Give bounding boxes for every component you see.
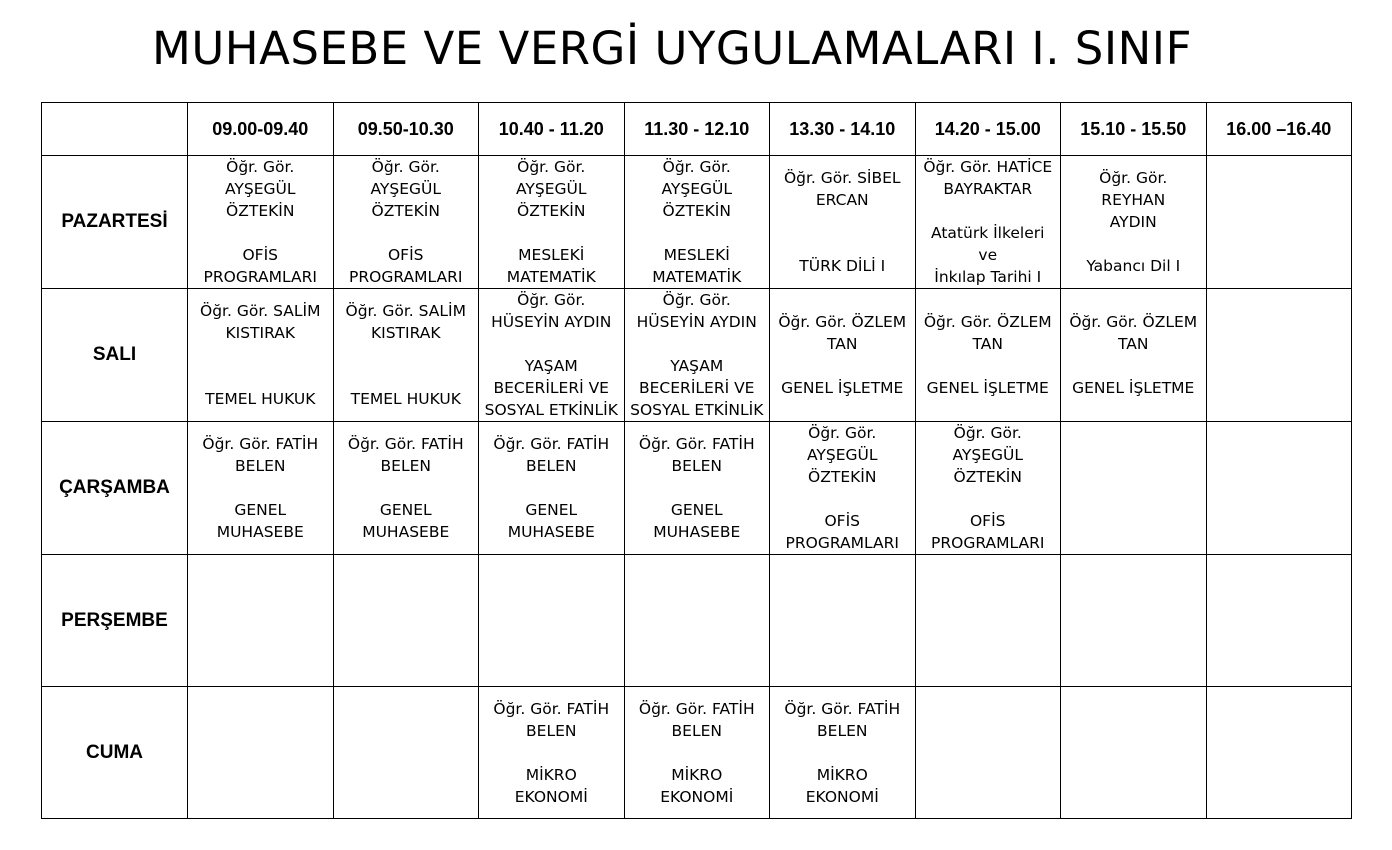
- cell-content: [1061, 311, 1206, 399]
- cell-content: [625, 156, 770, 288]
- schedule-cell: [188, 422, 334, 555]
- cell-line: PROGRAMLARI: [203, 268, 317, 286]
- schedule-cell: [188, 555, 334, 687]
- cell-content: [625, 289, 770, 421]
- cell-line: Öğr. Gör. FATİH: [202, 435, 319, 453]
- cell-line: MUHASEBE: [507, 523, 595, 541]
- cell-content: [479, 698, 624, 808]
- cell-line: AYŞEGÜL: [952, 446, 1023, 464]
- cell-line: Öğr. Gör. FATİH: [638, 435, 755, 453]
- cell-line: PROGRAMLARI: [931, 534, 1045, 552]
- cell-line: Öğr. Gör.: [808, 424, 877, 442]
- schedule-cell: [479, 422, 625, 555]
- cell-line: BELEN: [526, 457, 577, 475]
- day-label: SALI: [42, 289, 188, 422]
- cell-line: AYŞEGÜL: [807, 446, 878, 464]
- header-row: [42, 103, 1352, 156]
- schedule-cell: [188, 687, 334, 819]
- schedule-table: [41, 102, 1352, 819]
- day-row: [42, 687, 1352, 819]
- schedule-cell: [915, 687, 1061, 819]
- cell-line: Öğr. Gör. ÖZLEM: [1069, 313, 1198, 331]
- schedule-cell: [624, 687, 770, 819]
- cell-line: Öğr. Gör. SALİM: [345, 302, 466, 320]
- page-title: MUHASEBE VE VERGİ UYGULAMALARI I. SINIF: [152, 22, 1192, 75]
- cell-content: [770, 422, 915, 554]
- day-row: [42, 289, 1352, 422]
- cell-line: ÖZTEKİN: [371, 202, 440, 220]
- schedule-cell: [624, 156, 770, 289]
- cell-line: Öğr. Gör. ÖZLEM: [923, 313, 1052, 331]
- cell-content: [334, 300, 479, 410]
- cell-line: YAŞAM: [524, 357, 578, 375]
- slot-header: 10.40 - 11.20: [479, 103, 625, 156]
- cell-line: PROGRAMLARI: [785, 534, 899, 552]
- cell-line: BECERİLERİ VE: [639, 379, 755, 397]
- cell-content: [625, 698, 770, 808]
- cell-content: [625, 433, 770, 543]
- cell-line: AYŞEGÜL: [225, 180, 296, 198]
- cell-line: PROGRAMLARI: [349, 268, 463, 286]
- schedule-cell: [1061, 687, 1207, 819]
- cell-content: [334, 156, 479, 288]
- cell-line: GENEL İŞLETME: [1072, 379, 1195, 397]
- schedule-cell: [1206, 289, 1352, 422]
- cell-line: Öğr. Gör.: [226, 158, 295, 176]
- cell-line: BAYRAKTAR: [943, 180, 1033, 198]
- cell-line: GENEL: [525, 501, 578, 519]
- cell-line: Öğr. Gör. FATİH: [493, 435, 610, 453]
- schedule-cell: [479, 555, 625, 687]
- cell-content: [916, 311, 1061, 399]
- schedule-cell: [624, 555, 770, 687]
- cell-line: TAN: [827, 335, 858, 353]
- schedule-cell: [1061, 555, 1207, 687]
- schedule-cell: [915, 422, 1061, 555]
- cell-line: MESLEKİ: [663, 246, 730, 264]
- schedule-cell: [1206, 555, 1352, 687]
- cell-line: MUHASEBE: [216, 523, 304, 541]
- cell-line: TÜRK DİLİ I: [799, 257, 886, 275]
- cell-line: AYDIN: [1109, 213, 1157, 231]
- cell-line: EKONOMİ: [805, 787, 879, 806]
- cell-line: GENEL: [379, 501, 432, 519]
- slot-header: 16.00 –16.40: [1206, 103, 1352, 156]
- cell-line: TEMEL HUKUK: [350, 390, 461, 408]
- slot-header: 09.50-10.30: [333, 103, 479, 156]
- schedule-cell: [333, 687, 479, 819]
- cell-line: OFİS: [387, 246, 424, 264]
- cell-line: Yabancı Dil I: [1086, 257, 1181, 275]
- cell-line: BELEN: [817, 721, 868, 740]
- cell-line: BELEN: [526, 721, 577, 740]
- schedule-cell: [915, 156, 1061, 289]
- schedule-cell: [915, 555, 1061, 687]
- schedule-cell: [915, 289, 1061, 422]
- cell-line: HÜSEYİN AYDIN: [636, 313, 757, 331]
- schedule-cell: [333, 555, 479, 687]
- schedule-cell: [1061, 156, 1207, 289]
- schedule-cell: [1206, 156, 1352, 289]
- cell-line: OFİS: [969, 512, 1006, 530]
- cell-content: [916, 422, 1061, 554]
- cell-line: MUHASEBE: [362, 523, 450, 541]
- cell-line: BECERİLERİ VE: [493, 379, 609, 397]
- slot-header: 09.00-09.40: [188, 103, 334, 156]
- cell-line: EKONOMİ: [514, 787, 588, 806]
- cell-line: GENEL İŞLETME: [781, 379, 904, 397]
- schedule-cell: [624, 289, 770, 422]
- cell-content: [1061, 167, 1206, 277]
- schedule-cell: [479, 156, 625, 289]
- cell-line: GENEL: [670, 501, 723, 519]
- cell-line: Öğr. Gör.: [1099, 169, 1168, 187]
- slot-header: 14.20 - 15.00: [915, 103, 1061, 156]
- cell-line: MİKRO: [671, 765, 723, 784]
- schedule-cell: [333, 156, 479, 289]
- schedule-cell: [770, 555, 916, 687]
- cell-line: Öğr. Gör. FATİH: [784, 699, 901, 718]
- cell-line: HÜSEYİN AYDIN: [491, 313, 612, 331]
- cell-line: ÖZTEKİN: [226, 202, 295, 220]
- cell-line: Öğr. Gör. FATİH: [493, 699, 610, 718]
- cell-line: Öğr. Gör.: [953, 424, 1022, 442]
- cell-line: İnkılap Tarihi I: [934, 268, 1042, 286]
- day-row: [42, 156, 1352, 289]
- cell-line: ERCAN: [815, 191, 869, 209]
- schedule-cell: [188, 156, 334, 289]
- cell-content: [770, 698, 915, 808]
- cell-line: OFİS: [242, 246, 279, 264]
- cell-line: TEMEL HUKUK: [205, 390, 316, 408]
- cell-content: [916, 156, 1061, 288]
- cell-content: [770, 311, 915, 399]
- cell-content: [188, 300, 333, 410]
- cell-line: ÖZTEKİN: [517, 202, 586, 220]
- cell-line: YAŞAM: [670, 357, 724, 375]
- cell-line: GENEL İŞLETME: [926, 379, 1049, 397]
- cell-line: BELEN: [380, 457, 431, 475]
- day-label: CUMA: [42, 687, 188, 819]
- cell-line: TAN: [972, 335, 1003, 353]
- schedule-cell: [479, 687, 625, 819]
- schedule-cell: [624, 422, 770, 555]
- cell-line: ÖZTEKİN: [808, 468, 877, 486]
- cell-line: TAN: [1118, 335, 1149, 353]
- cell-line: KISTIRAK: [225, 324, 296, 342]
- cell-line: BELEN: [235, 457, 286, 475]
- schedule-cell: [333, 289, 479, 422]
- cell-line: MATEMATİK: [652, 268, 742, 286]
- day-label: ÇARŞAMBA: [42, 422, 188, 555]
- schedule-cell: [770, 422, 916, 555]
- cell-line: MİKRO: [525, 765, 577, 784]
- cell-content: [188, 156, 333, 288]
- cell-line: AYŞEGÜL: [661, 180, 732, 198]
- cell-line: Öğr. Gör.: [517, 291, 586, 309]
- schedule-cell: [479, 289, 625, 422]
- schedule-cell: [1061, 289, 1207, 422]
- cell-content: [188, 433, 333, 543]
- cell-line: Öğr. Gör. SİBEL: [783, 169, 901, 187]
- cell-content: [770, 167, 915, 277]
- cell-line: KISTIRAK: [370, 324, 441, 342]
- schedule-cell: [333, 422, 479, 555]
- cell-line: REYHAN: [1101, 191, 1166, 209]
- cell-line: Öğr. Gör. HATİCE: [923, 158, 1053, 176]
- schedule-cell: [1061, 422, 1207, 555]
- slot-header: 13.30 - 14.10: [770, 103, 916, 156]
- cell-line: BELEN: [671, 457, 722, 475]
- cell-line: BELEN: [671, 721, 722, 740]
- cell-content: [479, 156, 624, 288]
- cell-line: Öğr. Gör. FATİH: [638, 699, 755, 718]
- cell-line: Öğr. Gör. SALİM: [200, 302, 321, 320]
- cell-line: SOSYAL ETKİNLİK: [630, 401, 764, 419]
- schedule-cell: [188, 289, 334, 422]
- schedule-cell: [1206, 687, 1352, 819]
- cell-line: Öğr. Gör.: [371, 158, 440, 176]
- schedule-cell: [770, 687, 916, 819]
- day-row: [42, 422, 1352, 555]
- cell-line: ÖZTEKİN: [953, 468, 1022, 486]
- cell-content: [334, 433, 479, 543]
- day-label: PAZARTESİ: [42, 156, 188, 289]
- cell-line: ve: [978, 246, 998, 264]
- cell-content: [479, 433, 624, 543]
- cell-line: GENEL: [234, 501, 287, 519]
- cell-line: MESLEKİ: [518, 246, 585, 264]
- cell-line: EKONOMİ: [660, 787, 734, 806]
- cell-line: AYŞEGÜL: [516, 180, 587, 198]
- cell-line: Öğr. Gör.: [662, 291, 731, 309]
- schedule-cell: [1206, 422, 1352, 555]
- schedule-cell: [770, 156, 916, 289]
- cell-line: Atatürk İlkeleri: [931, 224, 1045, 242]
- corner-cell: [42, 103, 188, 156]
- cell-line: MİKRO: [816, 765, 868, 784]
- cell-line: Öğr. Gör.: [662, 158, 731, 176]
- cell-line: MUHASEBE: [653, 523, 741, 541]
- day-label: PERŞEMBE: [42, 555, 188, 687]
- cell-line: Öğr. Gör. FATİH: [347, 435, 464, 453]
- schedule-cell: [770, 289, 916, 422]
- cell-line: AYŞEGÜL: [370, 180, 441, 198]
- slot-header: 15.10 - 15.50: [1061, 103, 1207, 156]
- cell-content: [479, 289, 624, 421]
- cell-line: ÖZTEKİN: [662, 202, 731, 220]
- day-row: [42, 555, 1352, 687]
- cell-line: Öğr. Gör.: [517, 158, 586, 176]
- cell-line: Öğr. Gör. ÖZLEM: [778, 313, 907, 331]
- slot-header: 11.30 - 12.10: [624, 103, 770, 156]
- cell-line: OFİS: [824, 512, 861, 530]
- cell-line: MATEMATİK: [506, 268, 596, 286]
- cell-line: SOSYAL ETKİNLİK: [484, 401, 618, 419]
